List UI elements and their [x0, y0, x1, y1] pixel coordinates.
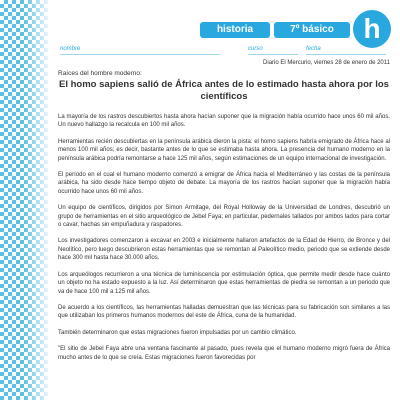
article-paragraph: La mayoría de los rastros descubiertos hasta ahora hacían suponer que la migración había ocurrido hace unos 60 mil años. Un nuevo hallazgo la recalcula en 100 mil años. [58, 114, 390, 129]
date-field[interactable]: fecha [306, 46, 386, 55]
article-paragraph: De acuerdo a los científicos, las herramientas halladas demuestran que las técnicas para su fabricación son similares a las que utilizaban los primeros humanos modernos del este de África, cuna de la humanidad. [58, 304, 390, 320]
header-tags [200, 22, 350, 38]
article-paragraph: Los arqueólogos recurrieron a una técnica de luminiscencia por estimulación óptica, que permite medir desde hace cuánto un objeto no ha estado expuesto a la luz. Así determinaron que estas herramientas de piedra se remontan a un periodo que va de hace 100 mil a 125 mil años. [58, 271, 390, 295]
subject-badge: historia [200, 22, 270, 38]
article-paragraph: También determinaron que estas migraciones fueron impulsadas por un cambio climático. [58, 329, 297, 336]
level-badge: 7º básico [274, 22, 350, 38]
name-field[interactable]: nombre [60, 46, 220, 55]
article-dateline: Diario El Mercurio, viernes 28 de enero de 2011 [263, 60, 390, 66]
article-paragraph: Herramientas recién descubiertas en la península arábica dieron la pista: el homo sapiens habría emigrado de África hace al menos 100 mil años; es decir, bastante antes de lo que se estimaba hasta ahora. La presencia del humano moderno en la península arábica podría remontarse a hace 125 mil años, según estimaciones de un equipo internacional de investigación. [58, 138, 390, 162]
article-title: El homo sapiens salió de África antes de lo estimado hasta ahora por los científicos [59, 79, 389, 102]
student-fields [58, 44, 388, 58]
article-kicker: Raíces del hombre moderno: [58, 70, 142, 77]
article-paragraph: "El sitio de Jebel Faya abre una ventana fascinante al pasado, pues revela que el humano moderno migró fuera de África mucho antes de lo que se creía. Estas migraciones fueron favorecidas por [58, 346, 390, 361]
article-paragraph: El período en el cual el humano moderno comenzó a emigrar de África hacia el Mediterráneo y las costas de la península arábica, ha sido desde hace tiempo objeto de debate. La mayoría de los rastros hacían suponer que la migración había ocurrido hace unos 60 mil años. [58, 172, 390, 195]
course-field[interactable]: curso [248, 46, 298, 55]
subject-logo: h [353, 10, 391, 48]
article [58, 60, 390, 370]
checker-fade [24, 0, 48, 400]
article-paragraph: Los investigadores comenzaron a excavar en 2003 e inicialmente hallaron artefactos de la Edad de Hierro, de Bronce y del Neolítico, pero luego descubrieron estas herramientas que se remontan al Paleolítico medio, periodo que se extiende desde hace 300 mil hasta hace 30.000 años. [58, 238, 390, 262]
article-paragraph: Un equipo de científicos, dirigidos por Simon Armitage, del Royal Holloway de la Universidad de Londres, descubrió un grupo de herramientas en el sitio arqueológico de Jebel Faya; en particular, pedernales tallados por ambos lados para cortar o cavar, hachas sin empuñadura y raspadores. [58, 205, 390, 229]
